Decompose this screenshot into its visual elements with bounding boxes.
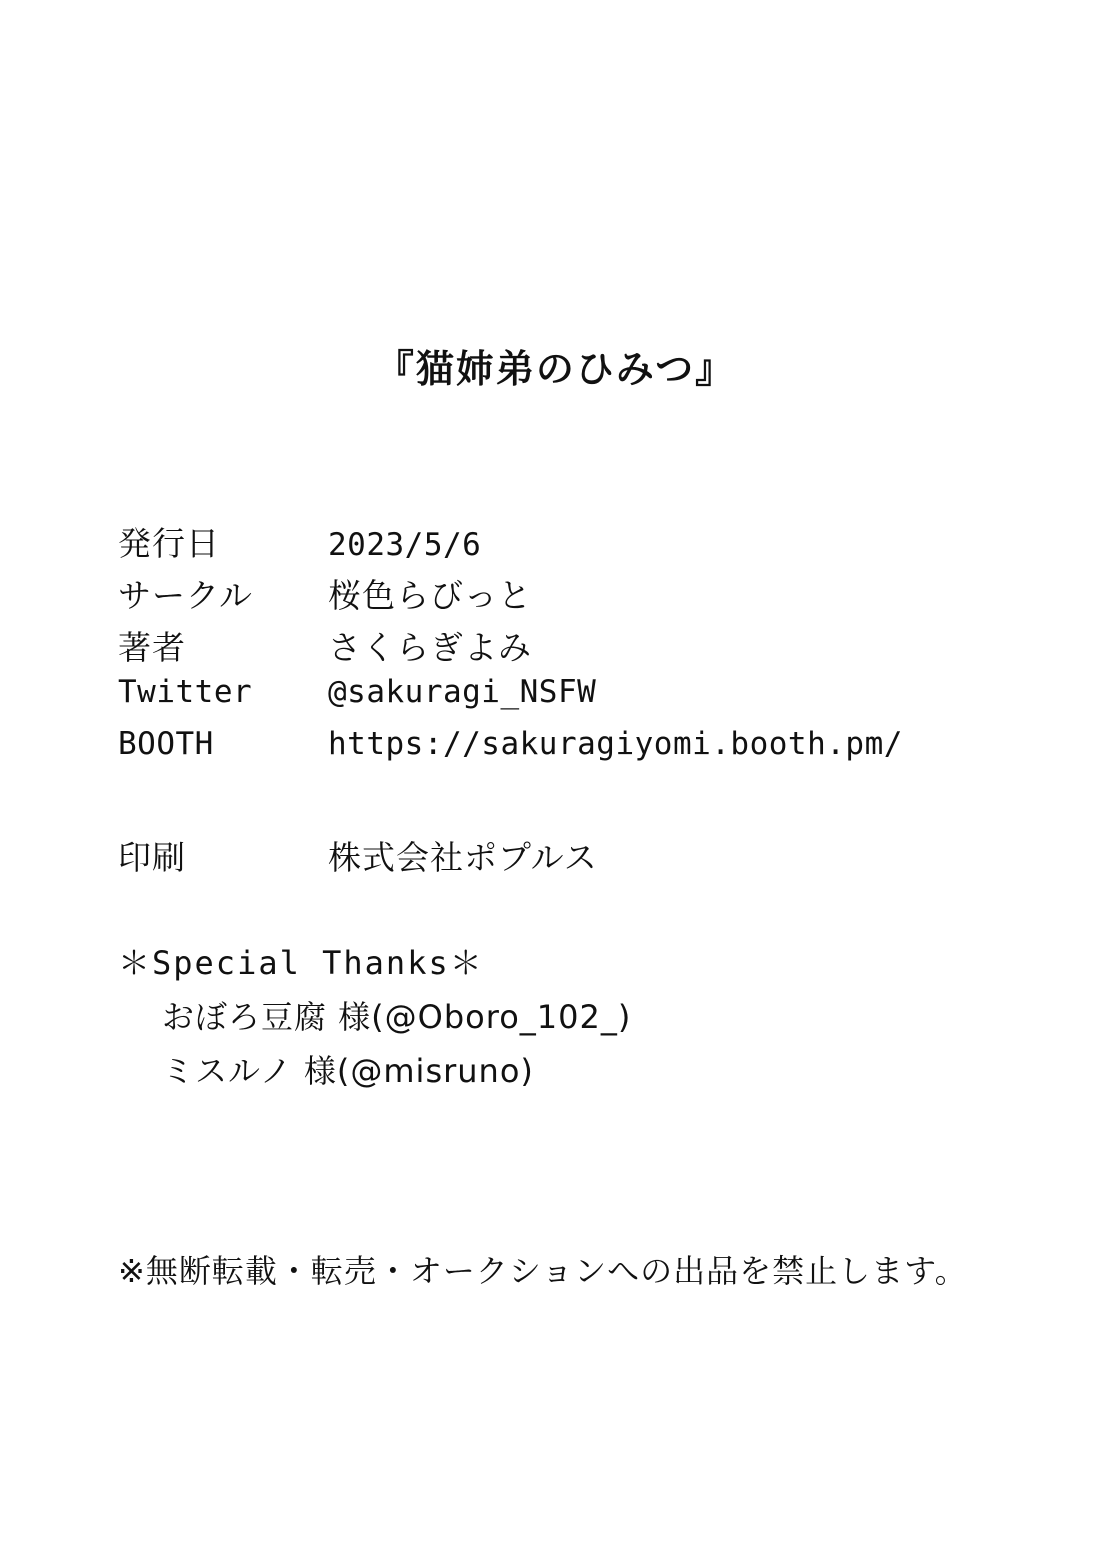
copyright-notice: ※無断転載・転売・オークションへの出品を禁止します。 [118, 1252, 968, 1290]
booth-url[interactable]: https://sakuragiyomi.booth.pm/ [328, 726, 903, 762]
info-label: 発行日 [118, 524, 220, 563]
info-row-circle [118, 570, 1018, 622]
info-row-release-date [118, 518, 1018, 570]
special-thanks-section [118, 938, 1018, 1100]
info-value: 桜色らびっと [328, 576, 532, 615]
info-value: 2023/5/6 [328, 527, 482, 563]
print-info [118, 832, 1018, 884]
twitter-handle[interactable]: @sakuragi_NSFW [328, 674, 597, 710]
publication-info-list [118, 518, 1018, 778]
info-label: Twitter [118, 674, 253, 710]
list-item: ミスルノ 様(@misruno) [162, 1052, 534, 1090]
info-value: さくらぎよみ [328, 628, 532, 667]
info-row-twitter [118, 674, 1018, 726]
info-label: サークル [118, 576, 254, 615]
info-row-author [118, 622, 1018, 674]
info-label: BOOTH [118, 726, 214, 762]
info-label: 著者 [118, 628, 186, 667]
page-title: 『猫姉弟のひみつ』 [375, 347, 736, 391]
info-row-printer [118, 832, 1018, 884]
info-value: 株式会社ポプルス [328, 838, 598, 877]
info-label: 印刷 [118, 838, 186, 877]
info-row-booth [118, 726, 1018, 778]
list-item: おぼろ豆腐 様(@Oboro_102_) [162, 998, 632, 1036]
special-thanks-heading: ＊Special Thanks＊ [118, 944, 484, 982]
